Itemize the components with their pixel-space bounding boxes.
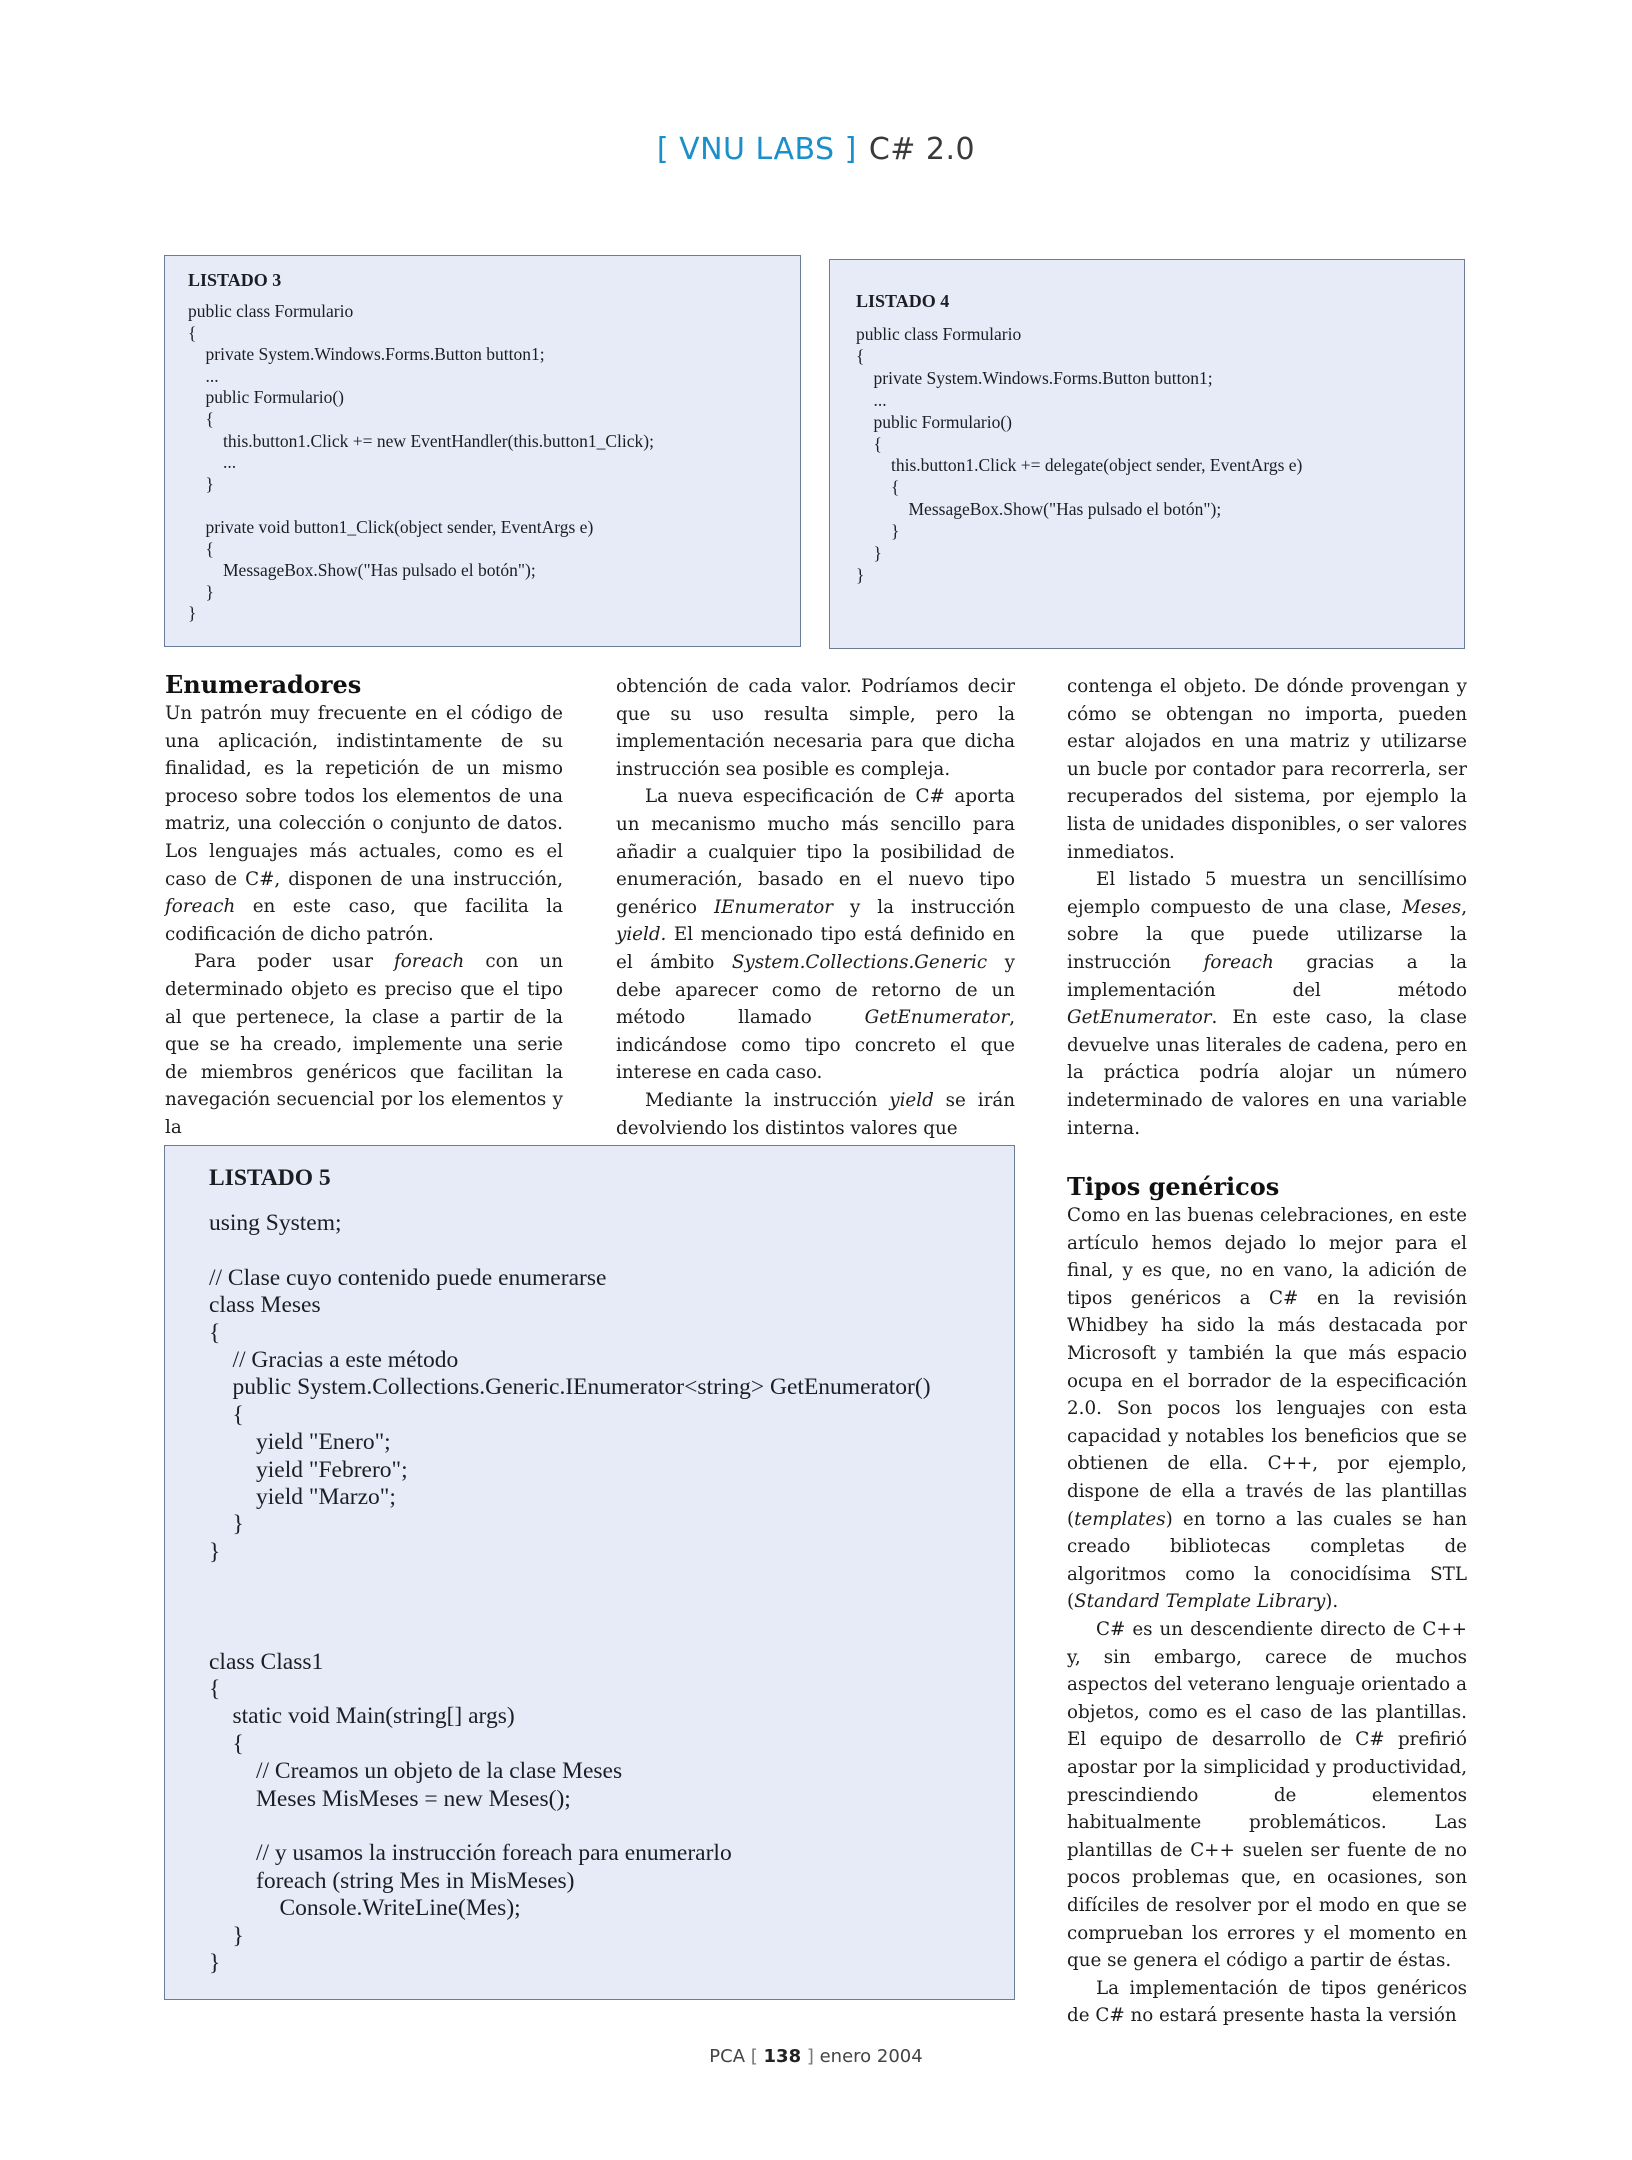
listing-3-code: public class Formulario { private System.Windows.Forms.Button button1; ... public Formulario() { this.button1.Click += new EventHandler(this.button1_Click); ... } private void button1_Click(object sender, EventArgs e) { MessageBox.Show("Has pulsado el botón"); } } — [188, 301, 654, 624]
paragraph — [165, 948, 563, 1141]
listing-4-title: LISTADO 4 — [856, 291, 950, 311]
listing-4-box — [829, 259, 1465, 649]
italic-term: GetEnumerator — [864, 1007, 1010, 1029]
text-run: El listado 5 muestra un sencillísimo ejemplo compuesto de una clase, — [1067, 869, 1467, 918]
italic-term: templates — [1074, 1508, 1166, 1530]
header-topic: C# 2.0 — [868, 132, 976, 167]
footer-bracket-open: [ — [750, 2046, 758, 2067]
italic-term: foreach — [165, 896, 236, 918]
running-header — [0, 132, 1632, 167]
italic-term: foreach — [394, 951, 465, 973]
text-run: ). — [1325, 1591, 1339, 1613]
italic-term: foreach — [1203, 951, 1274, 973]
header-brand: [ VNU LABS ] — [656, 132, 857, 167]
text-run: Para poder usar — [194, 951, 395, 973]
italic-term: yield. — [616, 924, 667, 946]
text-run: , indicándose como tipo concreto el que interese en cada caso. — [616, 1007, 1015, 1084]
paragraph — [616, 1087, 1015, 1142]
footer-date: enero 2004 — [819, 2046, 923, 2067]
text-run: Como en las buenas celebraciones, en este artículo hemos dejado lo mejor para el final, y es que, no en vano, la adición de tipos genéricos a C# en la revisión Whidbey ha sido la más destacada por Microsoft y también la que más espacio ocupa en el borrador de la especificación 2.0. Son pocos los lenguajes con esta capacidad y notables los beneficios que se obtienen de ella. C++, por ejemplo, dispone de ella a través de las plantillas ( — [1067, 1205, 1467, 1530]
listing-5-box — [164, 1145, 1015, 2000]
text-run: Un patrón muy frecuente en el código de una aplicación, indistintamente de su finalidad, es la repetición de un mismo proceso sobre todos los elementos de una matriz, una colección o conjunto de datos. Los lenguajes más actuales, como es el caso de C#, disponen de una instrucción, — [165, 703, 563, 890]
paragraph: C# es un descendiente directo de C++ y, sin embargo, carece de muchos aspectos del veterano lenguaje orientado a objetos, como es el caso de las plantillas. El equipo de desarrollo de C# prefirió apostar por la simplicidad y productividad, prescindiendo de elementos habitualmente problemáticos. Las plantillas de C++ suelen ser fuente de no pocos problemas que, en ocasiones, son difíciles de resolver por el modo en que se comprueban los errores y el momento en que se genera el código a partir de éstas. — [1067, 1619, 1467, 1972]
text-run: ) en torno a las cuales se han creado bibliotecas completas de algoritmos como la conocidísima STL ( — [1067, 1508, 1467, 1613]
footer-bracket-close: ] — [806, 2046, 814, 2067]
text-run: La nueva especificación de C# aporta un mecanismo mucho más sencillo para añadir a cualquier tipo la posibilidad de enumeración, basado en el nuevo tipo genérico — [616, 786, 1015, 918]
article-column-3 — [1067, 673, 1467, 2030]
italic-term: yield — [889, 1089, 934, 1111]
paragraph: obtención de cada valor. Podríamos decir que su uso resulta simple, pero la implementación necesaria para que dicha instrucción sea posible es compleja. — [616, 676, 1015, 780]
text-run: con un determinado objeto es preciso que el tipo al que pertenece, la clase a partir de la que se ha creado, implemente una serie de miembros genéricos que facilitan la navegación secuencial por los elementos y la — [165, 951, 563, 1138]
listing-5-title: LISTADO 5 — [209, 1165, 331, 1191]
listing-5-code: using System; // Clase cuyo contenido puede enumerarse class Meses { // Gracias a este método public System.Collections.Generic.IEnumerator<string> GetEnumerator() { yield "Enero"; yield "Febrero"; yield "Marzo"; } } class Class1 { static void Main(string[] args) { // Creamos un objeto de la clase Meses Meses MisMeses = new Meses(); // y usamos la instrucción foreach para enumerarlo foreach (string Mes in MisMeses) Console.WriteLine(Mes); } } — [209, 1210, 931, 1976]
italic-term: IEnumerator — [713, 896, 833, 918]
section-heading-enumeradores: Enumeradores — [165, 670, 362, 699]
italic-term: System.Collections.Generic — [731, 951, 988, 973]
text-run: gracias a la implementación del método — [1067, 951, 1467, 1001]
paragraph — [1067, 1202, 1467, 1616]
article-column-2 — [616, 673, 1015, 1142]
text-run: El mencionado tipo está definido en el ámbito — [616, 924, 1015, 973]
page-footer — [0, 2046, 1632, 2067]
text-run: y debe aparecer como de retorno de un método llamado — [616, 951, 1015, 1029]
listing-3-box — [164, 255, 801, 647]
text-run: se irán devolviendo los distintos valores que — [616, 1089, 1015, 1139]
section-heading-tipos-genericos: Tipos genéricos — [1067, 1172, 1280, 1202]
text-run: y la instrucción — [832, 896, 1015, 918]
text-run: . En este caso, la clase devuelve unas literales de cadena, pero en la práctica podría alojar un número indeterminado de valores en una variable interna. — [1067, 1007, 1467, 1139]
paragraph — [165, 700, 563, 948]
footer-magazine: PCA — [709, 2046, 746, 2067]
paragraph: La implementación de tipos genéricos de C# no estará presente hasta la versión — [1067, 1977, 1467, 2027]
italic-term: GetEnumerator — [1067, 1007, 1212, 1029]
article-column-1 — [165, 670, 563, 1142]
text-run: en este caso, que facilita la codificación de dicho patrón. — [165, 896, 563, 945]
italic-term: Standard Template Library — [1074, 1591, 1326, 1613]
listing-4-code: public class Formulario { private System.Windows.Forms.Button button1; ... public Formulario() { this.button1.Click += delegate(object sender, EventArgs e) { MessageBox.Show("Has pulsado el botón"); } } } — [856, 324, 1303, 585]
paragraph — [1067, 866, 1467, 1142]
text-run: Mediante la instrucción — [645, 1089, 890, 1111]
listing-3-title: LISTADO 3 — [188, 270, 282, 290]
text-run: , sobre la que puede utilizarse la instrucción — [1067, 896, 1467, 973]
paragraph: contenga el objeto. De dónde provengan y cómo se obtengan no importa, pueden estar alojados en una matriz y utilizarse un bucle por contador para recorrerla, ser recuperados del sistema, por ejemplo la lista de unidades disponibles, o ser valores inmediatos. — [1067, 676, 1467, 863]
page-number: 138 — [763, 2046, 802, 2067]
paragraph — [616, 783, 1015, 1087]
italic-term: Meses — [1402, 896, 1462, 918]
